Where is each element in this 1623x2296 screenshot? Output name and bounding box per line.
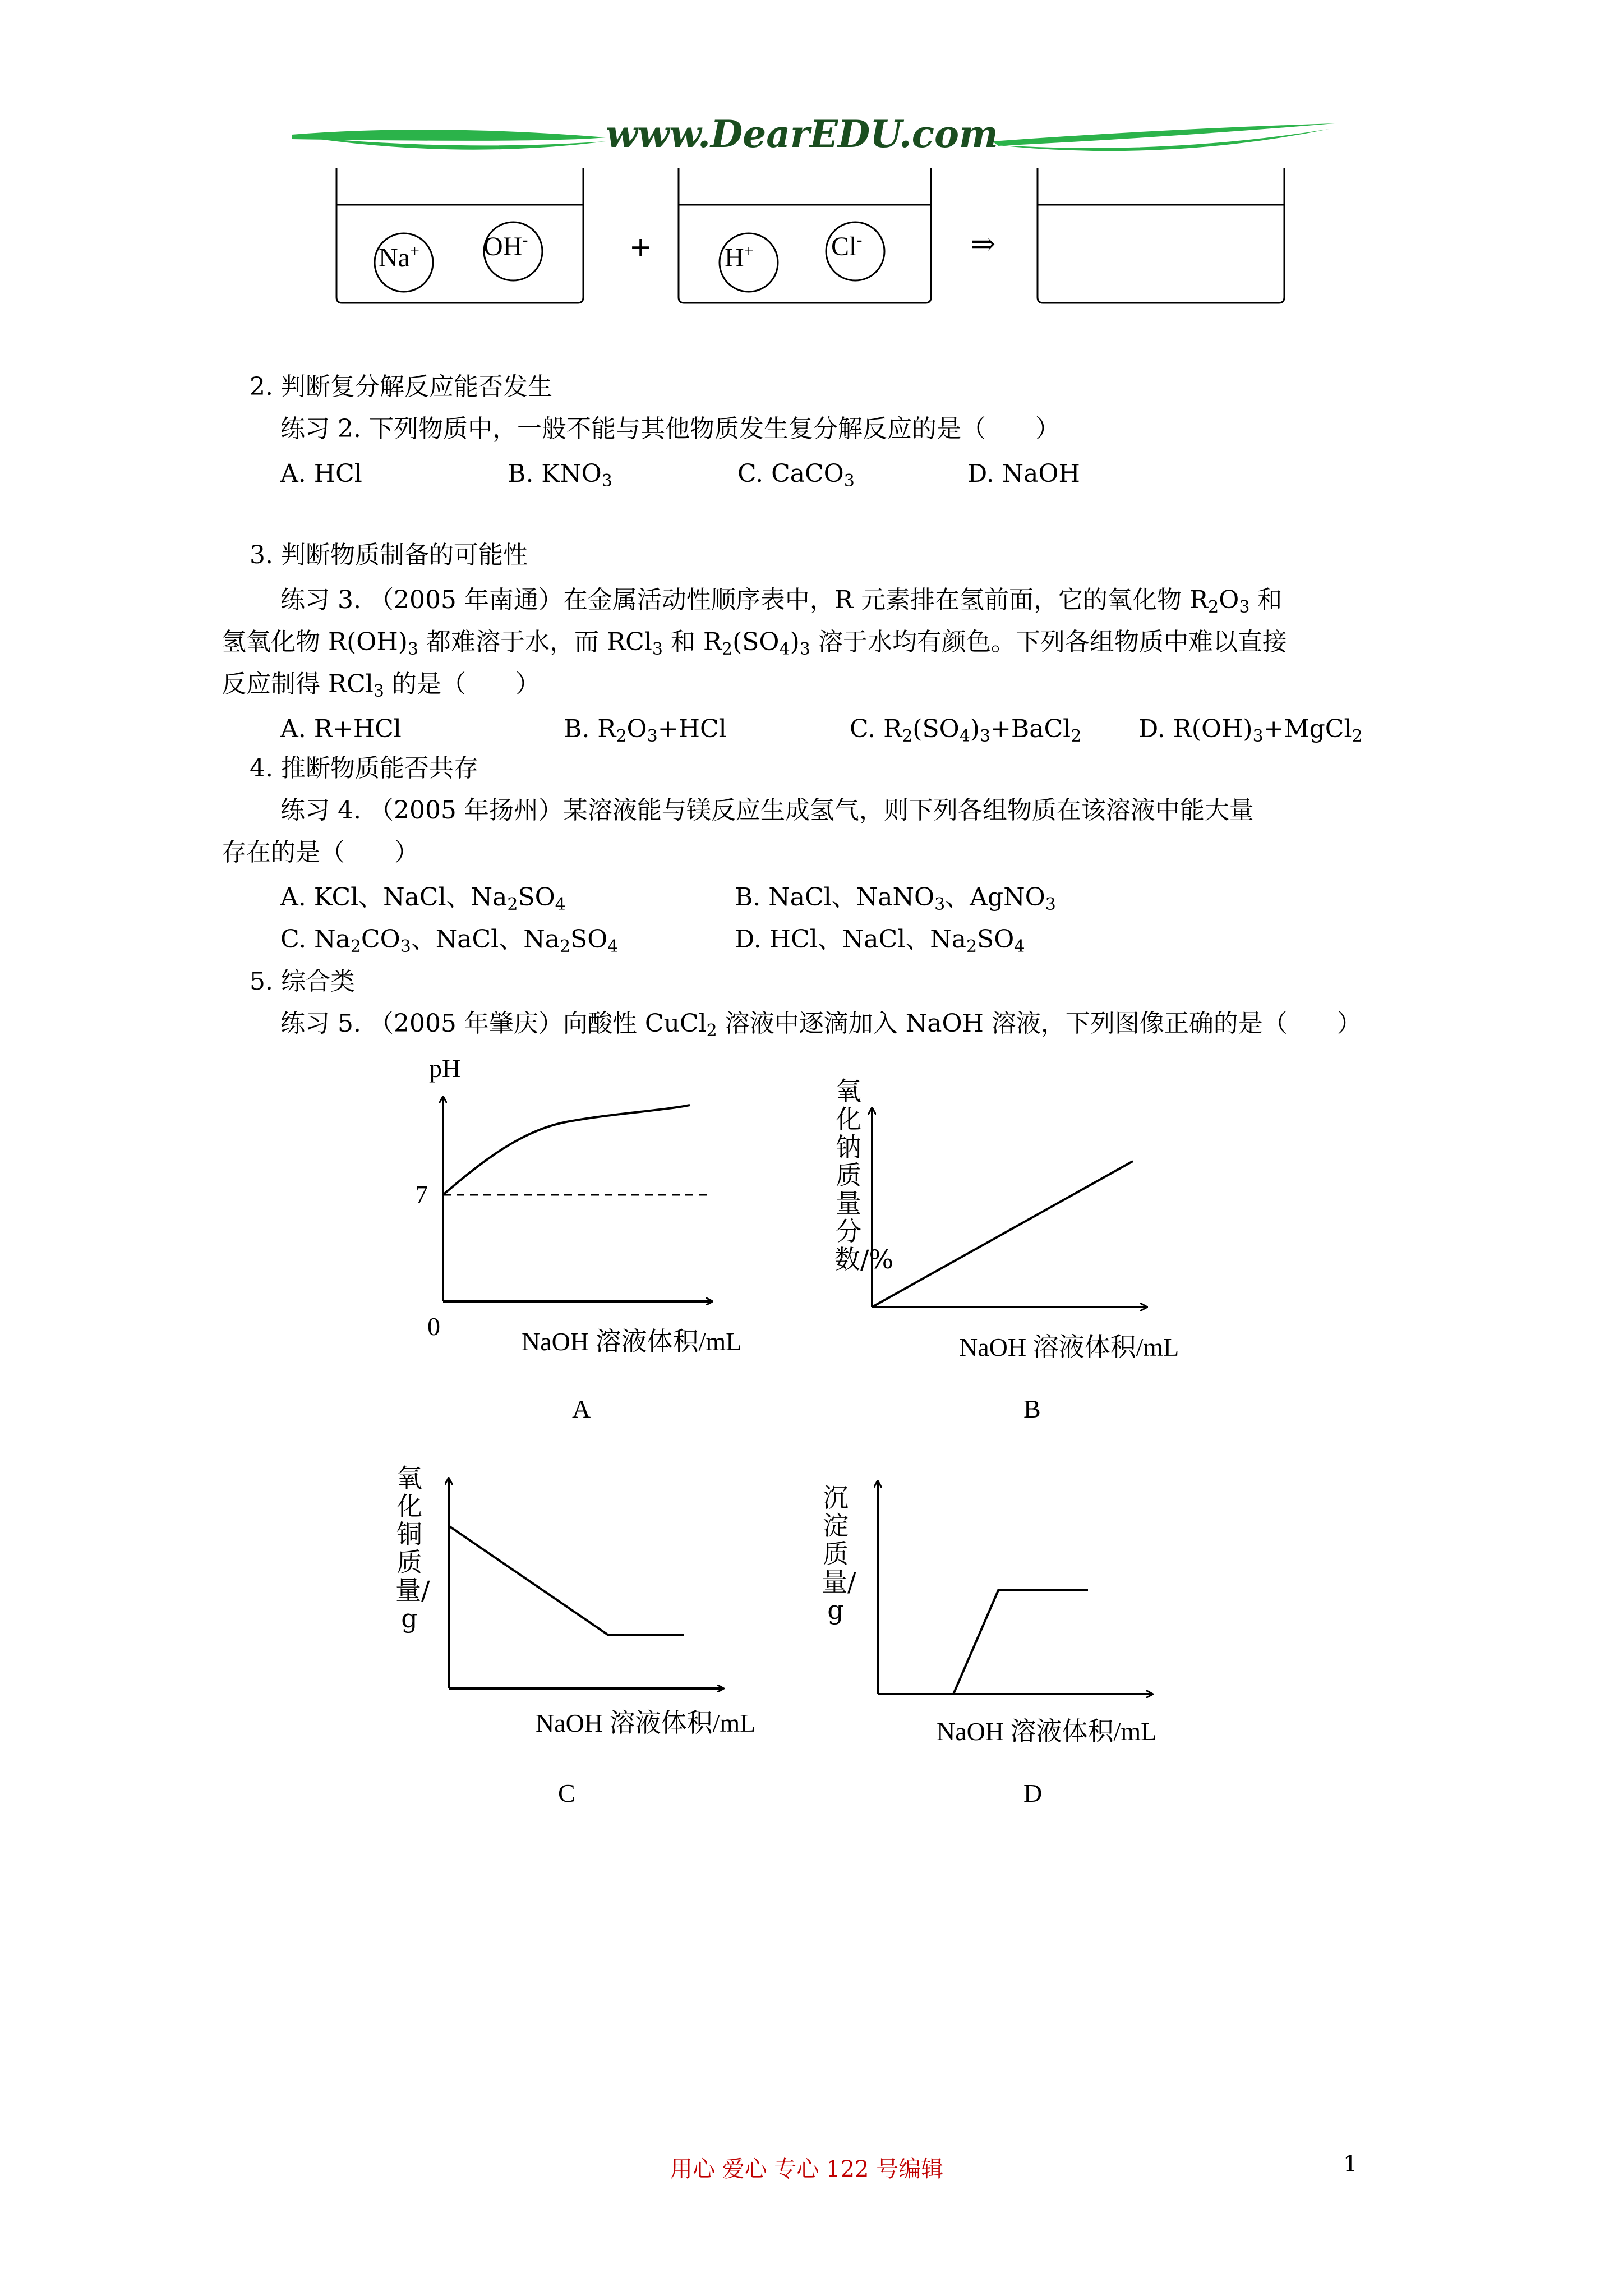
footer-text: 用心 爱心 专心 122 号编辑: [670, 2156, 944, 2182]
section4-question-line2: 存在的是（ ）: [222, 838, 419, 867]
section2-option-c: C. CaCO$_3$: [737, 459, 855, 491]
section2-question: 练习 2. 下列物质中，一般不能与其他物质发生复分解反应的是（ ）: [280, 415, 1060, 443]
section4-option-d: D. HCl、NaCl、$Na_2SO_4$: [735, 925, 1025, 956]
plus-sign: +: [629, 231, 652, 263]
graph-d-letter: D: [1023, 1779, 1043, 1807]
section3-heading: 3. 判断物质制备的可能性: [250, 541, 528, 569]
section4-question-line1: 练习 4. （2005 年扬州）某溶液能与镁反应生成氢气，则下列各组物质在该溶液中能大量: [280, 796, 1254, 825]
graph-d-xlabel: NaOH 溶液体积/mL: [937, 1717, 1157, 1746]
graph-a-xlabel: NaOH 溶液体积/mL: [522, 1327, 742, 1356]
graph-c: [449, 1478, 723, 1688]
section3-option-c: C. $R_2(SO_4)_3+BaCl_2$: [850, 715, 1082, 746]
ion-oh: OH-: [483, 231, 528, 261]
graph-a-letter: A: [572, 1395, 591, 1423]
graph-b-letter: B: [1023, 1395, 1041, 1423]
graph-a-ylabel: pH: [429, 1054, 461, 1083]
graph-b: [872, 1108, 1147, 1307]
arrow-icon: ⇒: [970, 226, 996, 261]
graph-c-xlabel: NaOH 溶液体积/mL: [536, 1709, 756, 1737]
section2-heading: 2. 判断复分解反应能否发生: [250, 372, 552, 401]
section3-question-line1: 练习 3. （2005 年南通）在金属活动性顺序表中，R 元素排在氢前面，它的氧化物 $R_2O_3$ 和: [280, 586, 1283, 617]
graph-b-ylabel: 氧化钠质量分数/%: [834, 1076, 894, 1274]
section4-heading: 4. 推断物质能否共存: [250, 754, 478, 783]
section3-question-line3: 反应制得 RCl$_3$ 的是（ ）: [222, 670, 540, 701]
section2-option-d: D. NaOH: [967, 459, 1080, 488]
page-number: 1: [1343, 2151, 1358, 2177]
section4-option-c: C. $Na_2CO_3$、NaCl、$Na_2SO_4$: [280, 925, 619, 956]
section4-option-a: A. KCl、NaCl、$Na_2SO_4$: [280, 883, 566, 914]
graph-a: [443, 1097, 712, 1301]
section3-option-a: A. R+HCl: [280, 715, 402, 743]
graph-c-letter: C: [558, 1779, 575, 1807]
graph-c-line: [449, 1526, 684, 1635]
ion-na: Na+: [379, 242, 419, 273]
section5-question: 练习 5. （2005 年肇庆）向酸性 CuCl$_2$ 溶液中逐滴加入 NaOH 溶液，下列图像正确的是（ ）: [280, 1009, 1362, 1041]
logo-text: www.DearEDU.com: [606, 112, 998, 156]
graph-c-ylabel: 氧化铜质量/g: [395, 1463, 430, 1634]
section4-option-b: B. NaCl、NaNO$_3$、AgNO$_3$: [735, 883, 1056, 914]
graph-d: [878, 1481, 1152, 1694]
ion-h: H+: [725, 242, 754, 273]
graph-b-line: [872, 1161, 1133, 1307]
graph-d-ylabel: 沉淀质量/g: [822, 1483, 856, 1625]
graph-a-origin: 0: [427, 1312, 440, 1341]
section3-option-d: D. $R(OH)_3+MgCl_2$: [1138, 715, 1363, 746]
ion-cl: Cl-: [831, 231, 863, 261]
section3-option-b: B. $R_2O_3+HCl$: [564, 715, 727, 746]
graph-a-curve: [443, 1105, 690, 1195]
graph-b-xlabel: NaOH 溶液体积/mL: [959, 1333, 1179, 1361]
section3-question-line2: 氢氧化物 $R(OH)_3$ 都难溶于水，而 RCl$_3$ 和 $R_2(SO_4)_3$ 溶于水均有颜色。下列各组物质中难以直接: [222, 628, 1287, 659]
section2-option-a: A. HCl: [280, 459, 362, 488]
graph-d-line: [953, 1590, 1088, 1694]
section2-option-b: B. $KNO_3$: [508, 459, 612, 491]
section5-heading: 5. 综合类: [250, 967, 355, 996]
graph-a-tick-7: 7: [415, 1180, 428, 1209]
